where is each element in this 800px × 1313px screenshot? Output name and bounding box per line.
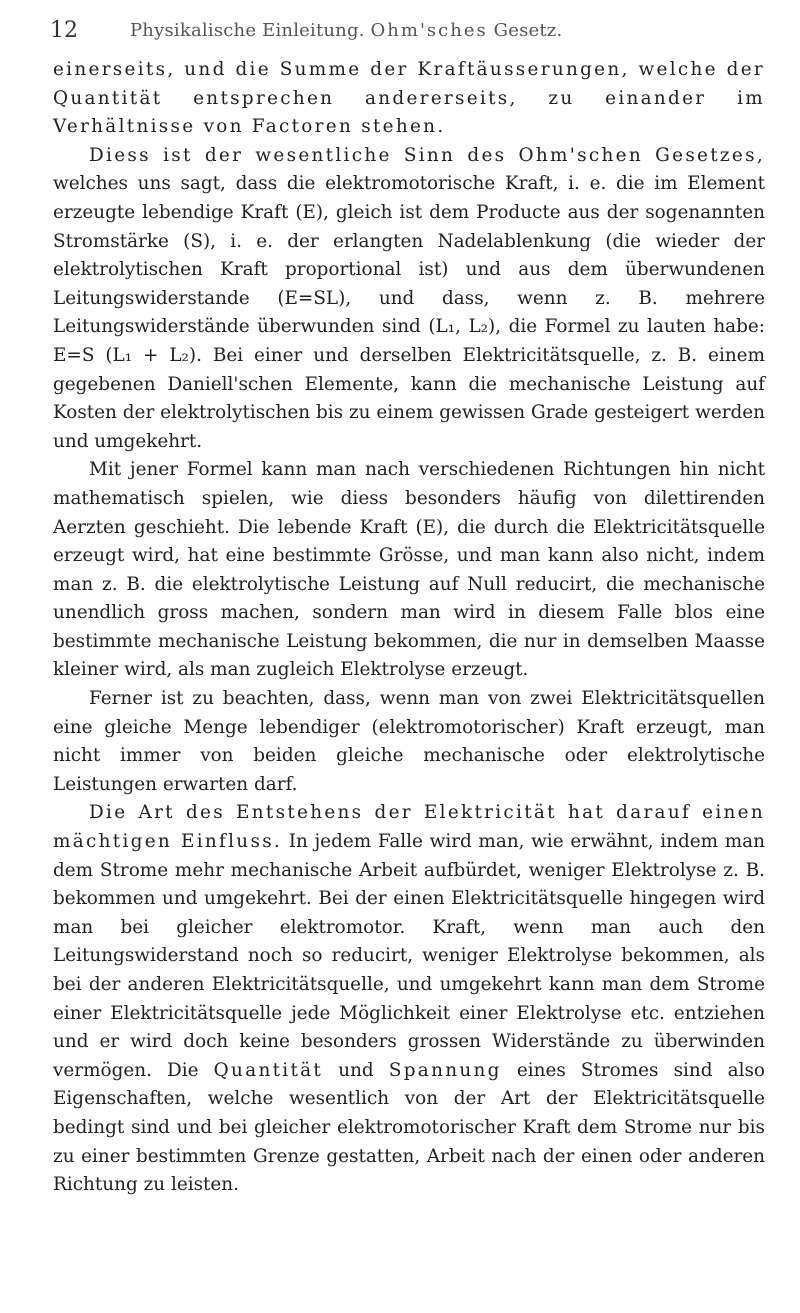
text-run: In jedem Falle wird man, wie erwähnt, indem man dem Strome mehr mechanische Arbeit aufbürdet, weniger Elektrolyse z. B. bekommen und umgekehrt. Bei der einen Elektricitätsquelle hingegen wird man bei gleicher elektromotor. Kraft, wenn man auch den Leitungswiderstand noch so reducirt, weniger Elektrolyse bekommen, als bei der anderen Elektricitätsquelle, und umgekehrt kann man dem Strome einer Elektricitätsquelle jede Möglichkeit einer Elektrolyse etc. entziehen und er wird doch keine besonders grossen Widerstände zu überwinden vermögen. Die <box>53 831 765 1081</box>
text-run: Mit jener Formel kann man nach verschiedenen Richtungen hin nicht mathematisch spielen, wie diess besonders häufig von dilettirenden Aerzten geschieht. Die lebende Kraft (E), die durch die Elektricitätsquelle erzeugt wird, hat eine bestimmte Grösse, und man kann also nicht, indem man z. B. die elektrolytische Leistung auf Null reducirt, die mechanische unendlich gross machen, sondern man wird in diesem Falle blos eine bestimmte mechanische Leistung bekommen, die nur in demselben Maasse kleiner wird, als man zugleich Elektrolyse erzeugt. <box>53 459 765 681</box>
emphasized-text: Die Art des Entstehens der Elektricität hat darauf einen mächtigen Einfluss. <box>53 802 765 853</box>
text-run: eines Stromes sind also Eigenschaften, welche wesentlich von der Art der Elektricitätsquelle bedingt sind und bei gleicher elektromotorischer Kraft dem Strome nur bis zu einer bestimmten Grenze gestatten, Arbeit nach der einen oder anderen Richtung zu leisten. <box>53 1059 766 1196</box>
running-title <box>130 20 562 41</box>
paragraph <box>53 799 765 1199</box>
page-number: 12 <box>50 18 78 43</box>
text-run: und <box>323 1059 389 1081</box>
paragraph <box>53 456 765 685</box>
paragraph <box>53 56 765 142</box>
page-header <box>50 18 770 48</box>
paragraph <box>53 685 765 799</box>
text-run: welches uns sagt, dass die elektromotorische Kraft, i. e. die im Element erzeugte lebendige Kraft (E), gleich ist dem Producte aus der sogenannten Stromstärke (S), i. e. der erlangten Nadelablenkung (die wieder der elektrolytischen Kraft proportional ist) und aus dem überwundenen Leitungswiderstande (E=SL), und dass, wenn z. B. mehrere Leitungswiderstände überwunden sind (L₁, L₂), die Formel zu lauten habe: E=S (L₁ + L₂). Bei einer und derselben Elektricitätsquelle, z. B. einem gegebenen Daniell'schen Elemente, kann die mechanische Leistung auf Kosten der elektrolytischen bis zu einem gewissen Grade gesteigert werden und umgekehrt. <box>53 173 765 452</box>
emphasized-text: Quantität <box>213 1059 324 1081</box>
running-title-part: Physikalische Einleitung. <box>130 20 365 41</box>
emphasized-text: Spannung <box>388 1059 502 1081</box>
running-title-part: Ohm'sches <box>370 20 488 41</box>
emphasized-text: einerseits, und die Summe der Kraftäusserungen, welche der Quantität entsprechen andererseits, zu einander im Verhältnisse von Factoren stehen. <box>53 59 765 138</box>
paragraph <box>53 142 765 457</box>
text-run: Ferner ist zu beachten, dass, wenn man von zwei Elektricitätsquellen eine gleiche Menge lebendiger (elektromotorischer) Kraft erzeugt, man nicht immer von beiden gleiche mechanische oder elektrolytische Leistungen erwarten darf. <box>53 688 765 795</box>
running-title-part: Gesetz. <box>493 20 563 41</box>
body-text <box>53 56 765 1200</box>
emphasized-text: Diess ist der wesentliche Sinn des Ohm'schen Gesetzes, <box>89 144 765 166</box>
